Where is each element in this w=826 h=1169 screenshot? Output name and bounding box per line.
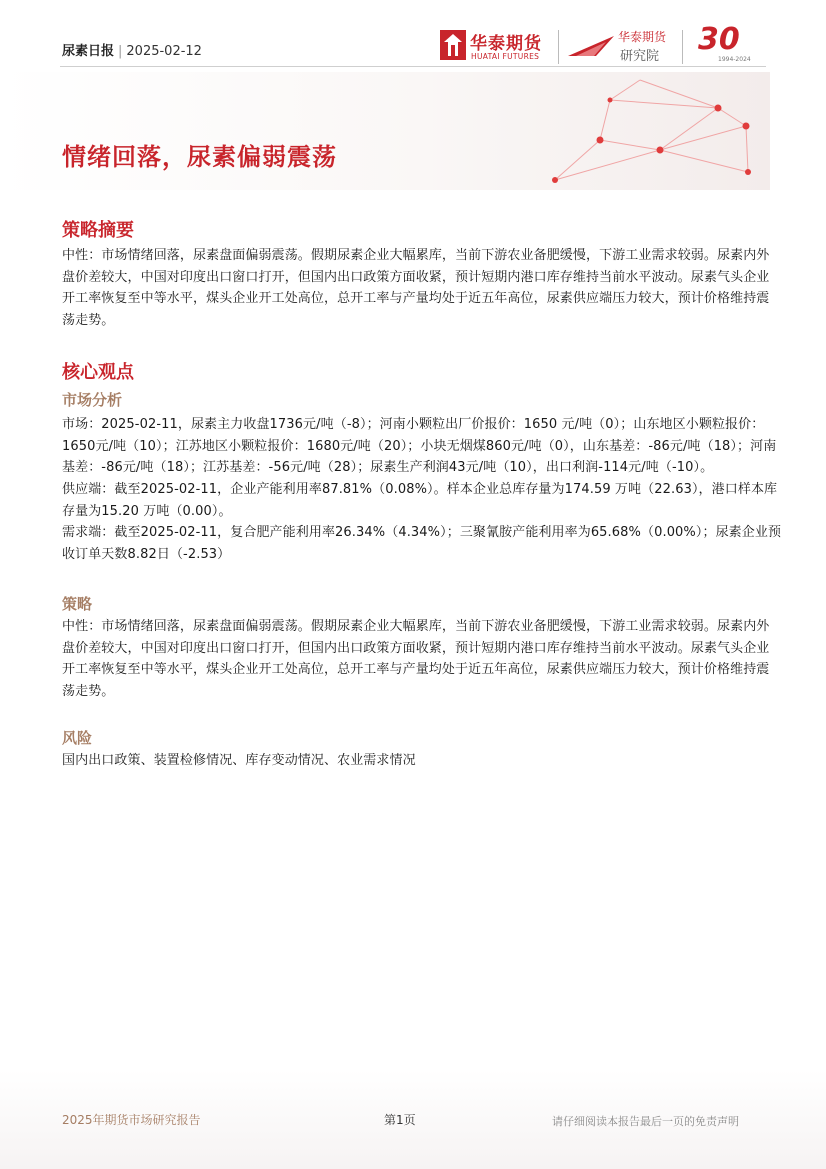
anniversary-logo <box>692 22 762 66</box>
supply-paragraph: 供应端：截至2025-02-11，企业产能利用率87.81%（0.08%）。样本企业总库存量为174.59 万吨（22.63），港口样本库存量为15.20 万吨（0.00）。 <box>62 482 778 519</box>
footer-report-series: 2025年期货市场研究报告 <box>62 1113 201 1127</box>
huatai-mark-icon <box>440 30 466 60</box>
market-analysis-heading: 市场分析 <box>62 391 123 409</box>
market-paragraph: 市场：2025-02-11，尿素主力收盘1736元/吨（-8）；河南小颗粒出厂价报价：1650 元/吨（0）；山东地区小颗粒报价：1650元/吨（10）；江苏地区小颗粒报价：1680元/吨（20）；小块无烟煤860元/吨（0），山东基差：-86元/吨（18）；河南基差：-86元/吨（18）；江苏基差：-56元/吨（28）；尿素生产利润43元/吨（10），出口利润-114元/吨（-10）。 <box>62 417 777 475</box>
page-header <box>0 0 826 190</box>
huatai-logo <box>440 26 552 66</box>
risk-text: 国内出口政策、装置检修情况、库存变动情况、农业需求情况 <box>62 753 416 768</box>
header-rule <box>60 66 766 67</box>
report-name-date: 尿素日报 | 2025-02-12 <box>62 44 202 59</box>
page-footer <box>0 1070 826 1169</box>
footer-disclaimer: 请仔细阅读本报告最后一页的免责声明 <box>552 1115 739 1128</box>
huatai-logo-en: HUATAI FUTURES <box>471 52 540 61</box>
institute-line2: 研究院 <box>620 49 660 64</box>
risk-heading: 风险 <box>62 729 93 747</box>
logo-divider <box>558 30 559 64</box>
strategy-heading: 策略 <box>62 595 93 613</box>
summary-text: 中性：市场情绪回落，尿素盘面偏弱震荡。假期尿素企业大幅累库，当前下游农业备肥缓慢，下游工业需求较弱。尿素内外盘价差较大，中国对印度出口窗口打开，但国内出口政策方面收紧，预计短期内港口库存维持当前水平波动。尿素气头企业开工率恢复至中等水平，煤头企业开工处高位，总开工率与产量均处于近五年高位，尿素供应端压力较大，预计价格维持震荡走势。 <box>62 248 770 328</box>
institute-logo <box>566 26 676 66</box>
demand-paragraph: 需求端：截至2025-02-11，复合肥产能利用率26.34%（4.34%）；三聚氰胺产能利用率为65.68%（0.00%）；尿素企业预收订单天数8.82日（-2.53） <box>62 525 782 562</box>
anniversary-number: 30 <box>698 22 740 57</box>
page-title: 情绪回落，尿素偏弱震荡 <box>62 143 337 171</box>
institute-arrow-icon <box>566 32 616 60</box>
core-heading: 核心观点 <box>62 362 134 383</box>
report-date: 2025-02-12 <box>126 44 202 59</box>
report-name: 尿素日报 <box>62 44 115 59</box>
footer-page-number: 第1页 <box>384 1113 416 1127</box>
huatai-logo-cn: 华泰期货 <box>470 34 542 54</box>
anniversary-years: 1994-2024 <box>718 56 751 63</box>
strategy-text: 中性：市场情绪回落，尿素盘面偏弱震荡。假期尿素企业大幅累库，当前下游农业备肥缓慢，下游工业需求较弱。尿素内外盘价差较大，中国对印度出口窗口打开，但国内出口政策方面收紧，预计短期内港口库存维持当前水平波动。尿素气头企业开工率恢复至中等水平，煤头企业开工处高位，总开工率与产量均处于近五年高位，尿素供应端压力较大，预计价格维持震荡走势。 <box>62 619 770 699</box>
logo-divider <box>682 30 683 64</box>
institute-line1: 华泰期货 <box>618 30 667 44</box>
summary-heading: 策略摘要 <box>62 220 134 241</box>
